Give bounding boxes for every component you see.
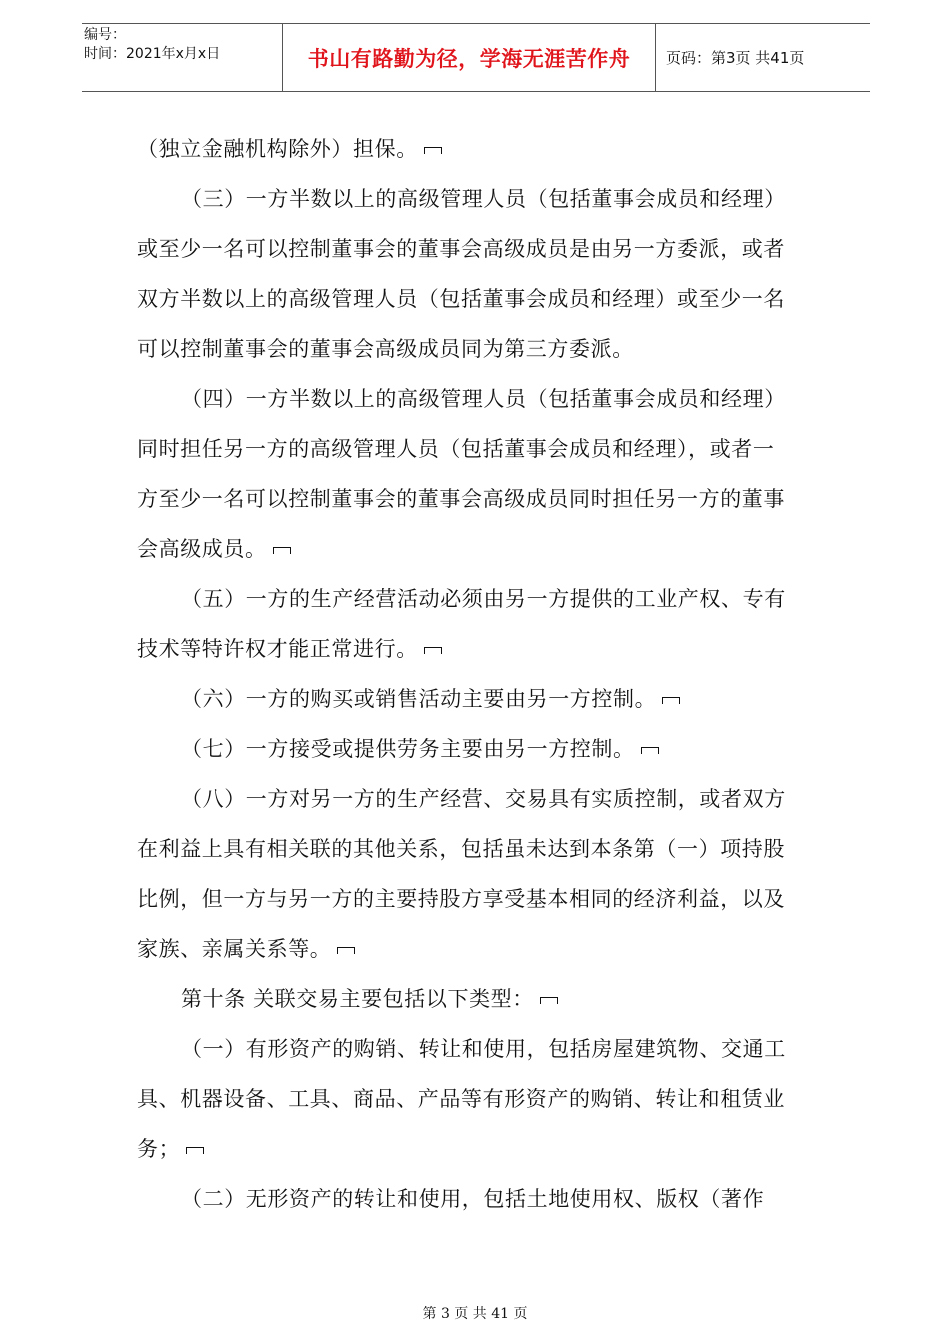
text-line: 在利益上具有相关联的其他关系，包括虽未达到本条第（一）项持股 [137,837,785,861]
text-line: 可以控制董事会的董事会高级成员同为第三方委派。 [137,337,634,361]
text-line: （五）一方的生产经营活动必须由另一方提供的工业产权、专有 [181,587,786,611]
paragraph-mark-icon [662,697,680,704]
header-page-info: 页码：第3页 共41页 [666,49,805,67]
text-line: 方至少一名可以控制董事会的董事会高级成员同时担任另一方的董事 [137,487,785,511]
page-footer: 第 3 页 共 41 页 [422,1306,528,1322]
text-line: （七）一方接受或提供劳务主要由另一方控制。 [137,724,817,774]
paragraph-mark-icon [540,997,558,1004]
header-divider [655,24,656,91]
document-body [137,124,817,1224]
text-line: 比例，但一方与另一方的主要持股方享受基本相同的经济利益，以及 [137,887,785,911]
text-line: 双方半数以上的高级管理人员（包括董事会成员和经理）或至少一名 [137,287,785,311]
text-line: 或至少一名可以控制董事会的董事会高级成员是由另一方委派，或者 [137,237,785,261]
text-line: （八）一方对另一方的生产经营、交易具有实质控制，或者双方 [181,787,786,811]
text-line: （四）一方半数以上的高级管理人员（包括董事会成员和经理） [181,387,786,411]
paragraph-mark-icon [186,1147,204,1154]
text-line: （独立金融机构除外）担保。 [137,124,817,174]
text-line: （二）无形资产的转让和使用，包括土地使用权、版权（著作 [181,1187,765,1211]
header-left [84,26,220,64]
paragraph-mark-icon [337,947,355,954]
text-line: 具、机器设备、工具、商品、产品等有形资产的购销、转让和租赁业 [137,1087,785,1111]
text-line: （六）一方的购买或销售活动主要由另一方控制。 [137,674,817,724]
paragraph-mark-icon [641,747,659,754]
text-line: （三）一方半数以上的高级管理人员（包括董事会成员和经理） [181,187,786,211]
page-header [82,23,870,92]
text-line: 第十条 关联交易主要包括以下类型： [137,974,817,1024]
text-line: （一）有形资产的购销、转让和使用，包括房屋建筑物、交通工 [181,1037,786,1061]
text-line: 技术等特许权才能正常进行。 [137,624,817,674]
text-line: 家族、亲属关系等。 [137,924,817,974]
doc-time-label: 时间：2021年x月x日 [84,46,221,62]
text-line: 务； [137,1124,817,1174]
doc-number-label: 编号： [84,27,126,43]
paragraph-mark-icon [424,647,442,654]
paragraph-mark-icon [424,147,442,154]
paragraph-mark-icon [273,547,291,554]
text-line: 同时担任另一方的高级管理人员（包括董事会成员和经理），或者一 [137,437,775,461]
header-motto: 书山有路勤为径，学海无涯苦作舟 [307,46,631,71]
text-line: 会高级成员。 [137,524,817,574]
